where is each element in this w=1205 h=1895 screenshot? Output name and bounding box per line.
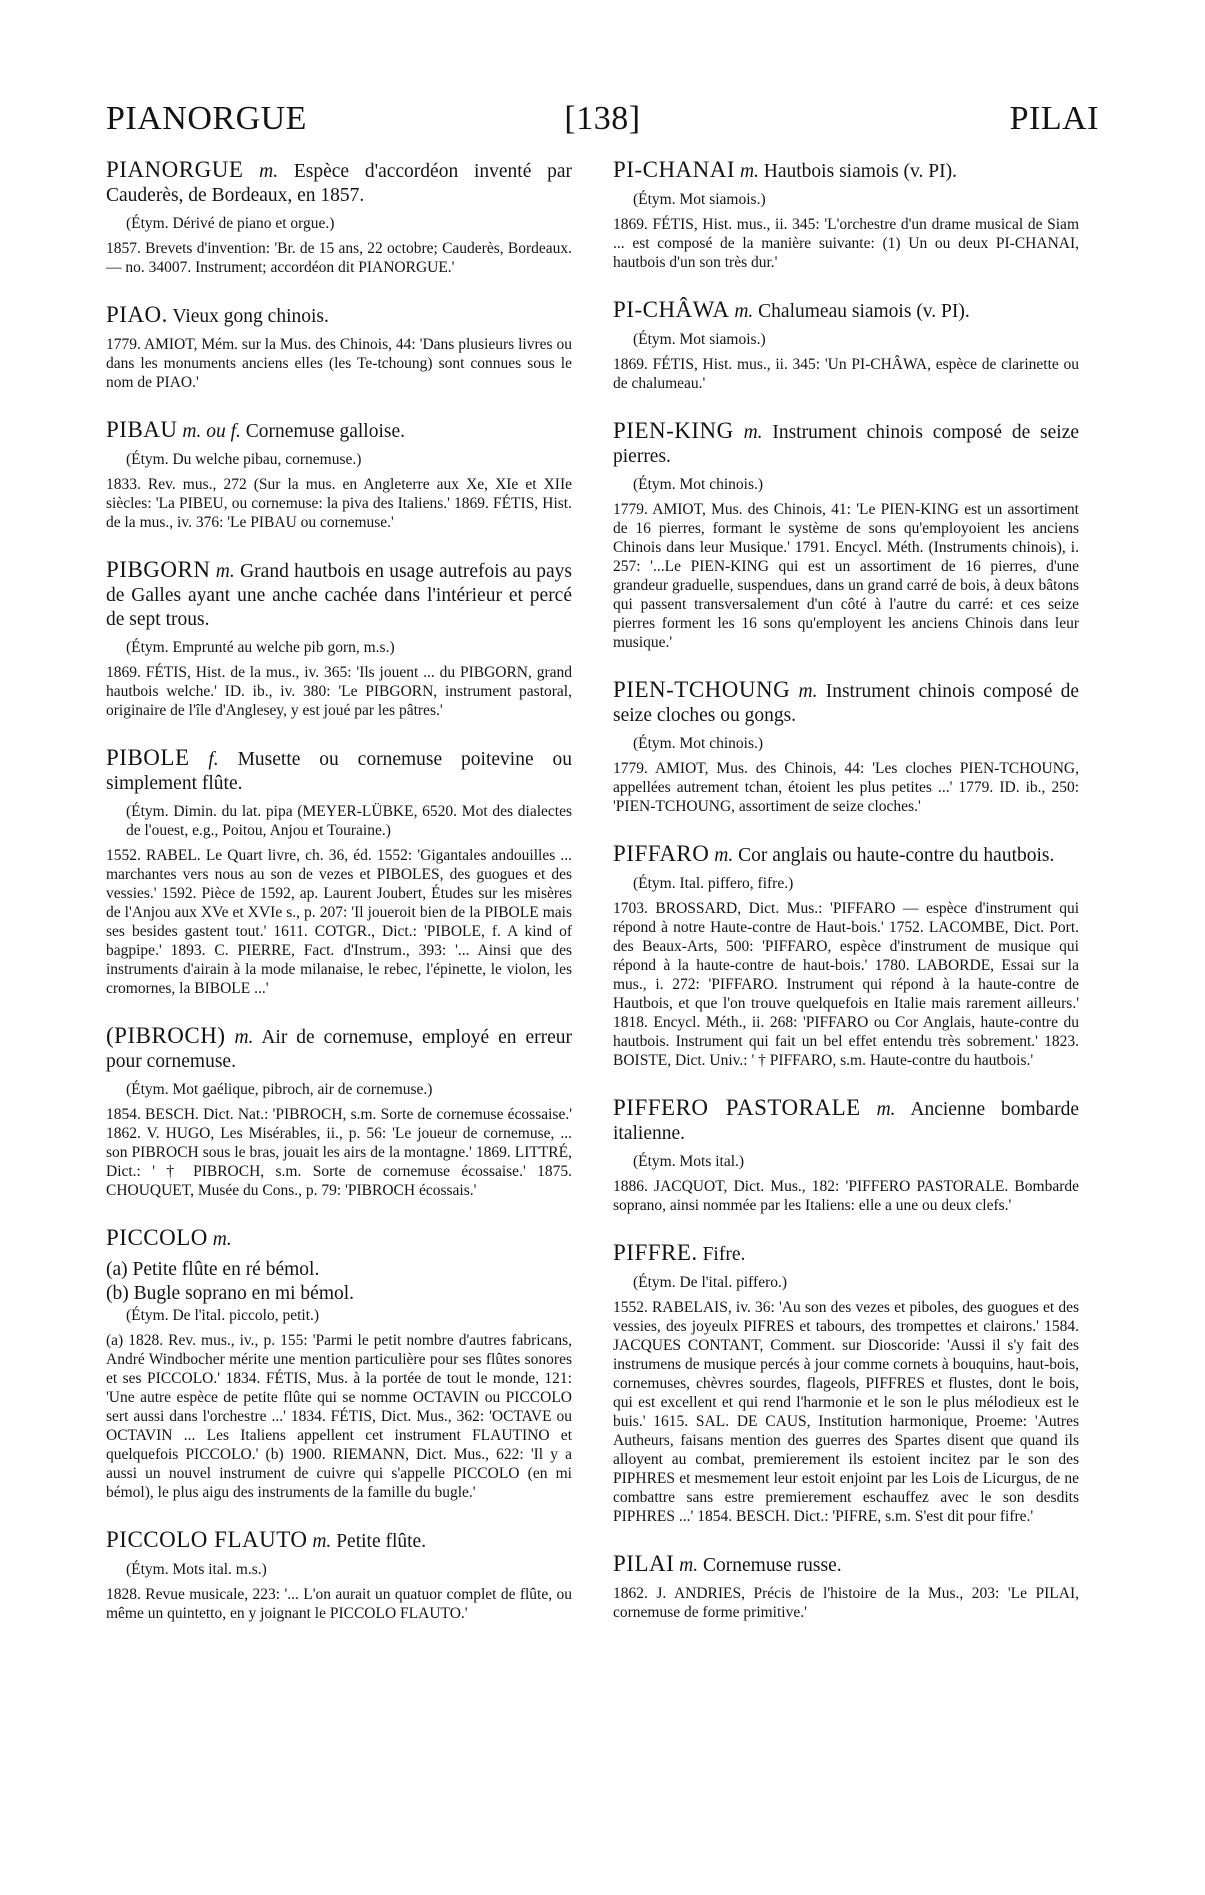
- headword: PI-CHÂWA: [613, 297, 730, 322]
- entry-definition-line: [106, 1528, 572, 1554]
- entry-definition-line: [613, 1096, 1079, 1146]
- dictionary-entry: [613, 419, 1079, 652]
- citations: 1869. FÉTIS, Hist. mus., ii. 345: 'Un PI-CHÂWA, espèce de clarinette ou de chalumeau.': [613, 356, 1079, 392]
- dictionary-entry: [106, 746, 572, 998]
- dictionary-entry: [106, 158, 572, 277]
- definition-text: Espèce d'accordéon inventé par Cauderès, de Bordeaux, en 1857.: [106, 161, 572, 206]
- grammatical-label: m.: [234, 1027, 254, 1048]
- dictionary-entry: [106, 1226, 572, 1502]
- citations: 1862. J. ANDRIES, Précis de l'histoire de la Mus., 203: 'Le PILAI, cornemuse de forme primitive.': [613, 1585, 1079, 1621]
- etymology: (Étym. Dimin. du lat. pipa (MEYER-LÜBKE, 6520. Mot des dialectes de l'ouest, e.g., Poitou, Anjou et Touraine.): [126, 803, 572, 839]
- entry-definition-line: [106, 1024, 572, 1074]
- grammatical-label: m.: [743, 422, 763, 443]
- etymology: (Étym. Mot siamois.): [633, 331, 766, 348]
- citations: 1854. BESCH. Dict. Nat.: 'PIBROCH, s.m. Sorte de cornemuse écossaise.' 1862. V. HUGO, Les Misérables, ii., p. 56: 'Le joueur de cornemuse, ... son PIBROCH sous le bras, jouait les airs de la montagne.' 1869. LITTRÉ, Dict.: ' † PIBROCH, s.m. Sorte de cornemuse écossaise.' 1875. CHOUQUET, Musée du Cons., p. 79: 'PIBROCH écossais.': [106, 1106, 572, 1199]
- definition-text: Musette ou cornemuse poitevine ou simplement flûte.: [106, 749, 572, 794]
- sense-definition: (a) Petite flûte en ré bémol.: [106, 1259, 320, 1280]
- citations: 1779. AMIOT, Mém. sur la Mus. des Chinois, 44: 'Dans plusieurs livres ou dans les monuments anciens elles (les Te-tchoung) sont connues sous le nom de PIAO.': [106, 336, 572, 391]
- etymology: (Étym. Mot chinois.): [633, 735, 764, 752]
- definition-text: Grand hautbois en usage autrefois au pays de Galles ayant une anche cachée dans l'intérieur et percé de sept trous.: [106, 561, 573, 630]
- entry-definition-line: [613, 298, 1079, 324]
- etymology: (Étym. Mot gaélique, pibroch, air de cornemuse.): [126, 1081, 433, 1098]
- etymology: (Étym. Du welche pibau, cornemuse.): [126, 451, 362, 468]
- headword: PIAO.: [106, 302, 168, 327]
- citations: (a) 1828. Rev. mus., iv., p. 155: 'Parmi le petit nombre d'autres fabricans, André Windbocher mérite une mention particulière pour ses flûtes sonores et ses PICCOLO.' 1834. FÉTIS, Mus. à la portée de tout le monde, 121: 'Une autre espèce de petite flûte qui se nomme OCTAVIN ou PICCOLO sert aussi dans l'orchestre ...' 1834. FÉTIS, Dict. Mus., 362: 'OCTAVE ou OCTAVIN ... Les Italiens appellent cet instrument FLAUTINO et quelquefois PICCOLO.' (b) 1900. RIEMANN, Dict. Mus., 622: 'Il y a aussi un nouvel instrument de cuivre qui s'appelle PICCOLO (en mi bémol), le plus aigu des instruments de la famille du bugle.': [106, 1332, 572, 1501]
- etymology: (Étym. Dérivé de piano et orgue.): [126, 215, 335, 232]
- headword: PIEN-KING: [613, 418, 734, 443]
- entry-definition-line: [106, 303, 572, 329]
- dictionary-entry: [613, 1241, 1079, 1526]
- dictionary-entry: [613, 678, 1079, 816]
- grammatical-label: m.: [215, 561, 235, 582]
- sense-definition: (b) Bugle soprano en mi bémol.: [106, 1283, 355, 1304]
- entry-definition-line: [613, 842, 1079, 868]
- grammatical-label: m.: [798, 681, 818, 702]
- headword: PIFFERO PASTORALE: [613, 1095, 861, 1120]
- headword: PIFFARO: [613, 841, 710, 866]
- citations: 1779. AMIOT, Mus. des Chinois, 41: 'Le PIEN-KING est un assortiment de 16 pierres, formant le système de sons qu'employoient les anciens Chinois dans leur Musique.' 1791. Encycl. Méth. (Instruments chinois), i. 257: '...Le PIEN-KING qui est un assortiment de 16 pierres, d'une grandeur graduelle, suspendues, dans un grand carré de bois, à deux bâtons qui passent transversalement d'un côté à l'autre du carré: et ces seize pierres forment les 16 sons qu'employent les anciens Chinois dans leur musique.': [613, 501, 1079, 651]
- entry-definition-line: [613, 678, 1079, 728]
- headword: PI-CHANAI: [613, 157, 736, 182]
- etymology: (Étym. Emprunté au welche pib gorn, m.s.): [126, 639, 395, 656]
- citations: 1779. AMIOT, Mus. des Chinois, 44: 'Les cloches PIEN-TCHOUNG, appellées autrement tchan, étoient les plus petites ...' 1779. ID. ib., 250: 'PIEN-TCHOUNG, assortiment de seize cloches.': [613, 760, 1079, 815]
- definition-text: Vieux gong chinois.: [172, 306, 329, 327]
- definition-text: Cornemuse russe.: [703, 1555, 842, 1576]
- grammatical-label: m.: [876, 1099, 896, 1120]
- headword: PIANORGUE: [106, 157, 244, 182]
- citations: 1552. RABELAIS, iv. 36: 'Au son des vezes et piboles, des guogues et des vessies, des joyeulx PIFRES et tabours, des trompettes et clairons.' 1584. JACQUES CONTANT, Comment. sur Dioscoride: 'Aussi il s'y fait des instrumens de musique percés à jour comme cornets à bouquins, haut-bois, cornemuses, chèvres sourdes, flageols, PIFFRES et flustes, dont le bois, qui est excellent et qui rend l'harmonie et le son le plus mélodieux est le buis.' 1615. SAL. DE CAUS, Institution harmonique, Proeme: 'Autres Autheurs, faisans mention des guerres des Spartes disent que quand ils alloyent au combat, premierement ils estoient incitez par le son des PIPHRES et mesmement leur estoit enjoint par les Lois de Licurgus, de ne combattre sans estre premierement eschauffez avec le son desdits PIPHRES ...' 1854. BESCH. Dict.: 'PIFRE, s.m. S'est dit pour fifre.': [613, 1299, 1079, 1525]
- definition-text: Cor anglais ou haute-contre du hautbois.: [738, 845, 1055, 866]
- definition-text: Hautbois siamois (v. PI).: [763, 161, 957, 182]
- running-header: [106, 100, 1099, 146]
- etymology: (Étym. Mot siamois.): [633, 191, 766, 208]
- headword: PIFFRE.: [613, 1240, 698, 1265]
- citations: 1869. FÉTIS, Hist. mus., ii. 345: 'L'orchestre d'un drame musical de Siam ... est composé de la manière suivante: (1) Un ou deux PI-CHANAI, hautbois d'un son très dur.': [613, 216, 1079, 271]
- entry-definition-line: [613, 419, 1079, 469]
- headword: PIBGORN: [106, 557, 211, 582]
- entry-definition-line: [106, 418, 572, 444]
- dictionary-entry: [106, 1024, 572, 1200]
- entry-definition-line: [613, 1241, 1079, 1267]
- entry-definition-line: [106, 746, 572, 796]
- dictionary-entry: [613, 1552, 1079, 1622]
- headword: (PIBROCH): [106, 1023, 226, 1048]
- grammatical-label: f.: [208, 749, 219, 770]
- definition-text: Instrument chinois composé de seize pierres.: [613, 422, 1080, 467]
- entry-definition-line: [613, 1552, 1079, 1578]
- etymology: (Étym. Mot chinois.): [633, 476, 764, 493]
- citations: 1552. RABEL. Le Quart livre, ch. 36, éd. 1552: 'Gigantales andouilles ... marchantes vers nous au son de vezes et PIBOLES, des guogues et des vessies.' 1592. Pièce de 1592, ap. Laurent Joubert, Études sur les misères de l'Anjou aux XVe et XVIe s., p. 207: 'Il joueroit bien de la PIBOLE mais ses besides gastent tout.' 1611. COTGR., Dict.: 'PIBOLE, f. A kind of bagpipe.' 1893. C. PIERRE, Fact. d'Instrum., 393: '... Ainsi que des instruments d'airain à la mode milanaise, le rebec, l'épinette, le violon, les cromornes, la BIBOLE ...': [106, 847, 572, 997]
- right-column: [613, 158, 1079, 1648]
- header-left-guide-word: PIANORGUE: [106, 100, 307, 137]
- grammatical-label: m.: [714, 845, 734, 866]
- citations: 1857. Brevets d'invention: 'Br. de 15 ans, 22 octobre; Cauderès, Bordeaux. — no. 34007. Instrument; accordéon dit PIANORGUE.': [106, 240, 572, 276]
- definition-text: Petite flûte.: [336, 1531, 427, 1552]
- grammatical-label: m.: [312, 1531, 332, 1552]
- citations: 1703. BROSSARD, Dict. Mus.: 'PIFFARO — espèce d'instrument qui répond à notre Haute-contre de Haut-bois.' 1752. LACOMBE, Dict. Port. des Beaux-Arts, 500: 'PIFFARO, espèce d'instrument de musique qui répond à la haute-contre de haut-bois.' 1780. LABORDE, Essai sur la mus., i. 272: 'PIFFARO. Instrument qui répond à la haute-contre de Hautbois, et que l'on trouve quelquefois en Italie mais rarement ailleurs.' 1818. Encycl. Méth., ii. 268: 'PIFFARO ou Cor Anglais, haute-contre du hautbois. Instrument qui fait un bel effet entendu très sobrement.' 1823. BOISTE, Dict. Univ.: ' † PIFFARO, s.m. Haute-contre du hautbois.': [613, 900, 1079, 1069]
- definition-text: Air de cornemuse, employé en erreur pour cornemuse.: [106, 1027, 572, 1072]
- etymology: (Étym. De l'ital. piffero.): [633, 1274, 788, 1291]
- citations: 1886. JACQUOT, Dict. Mus., 182: 'PIFFERO PASTORALE. Bombarde soprano, ainsi nommée par les Italiens: elle a une ou deux clefs.': [613, 1178, 1079, 1214]
- entry-definition-line: [106, 558, 572, 632]
- headword: PIBOLE: [106, 745, 190, 770]
- header-right-guide-word: PILAI: [1009, 100, 1099, 137]
- definition-text: Fifre.: [702, 1244, 746, 1265]
- page-number: [138]: [564, 100, 641, 137]
- citations: 1833. Rev. mus., 272 (Sur la mus. en Angleterre aux Xe, XIe et XIIe siècles: 'La PIBEU, ou cornemuse: la piva des Italiens.' 1869. FÉTIS, Hist. de la mus., iv. 376: 'Le PIBAU ou cornemuse.': [106, 476, 572, 531]
- dictionary-entry: [106, 1528, 572, 1623]
- citations: 1869. FÉTIS, Hist. de la mus., iv. 365: 'Ils jouent ... du PIBGORN, grand hautbois welche.' ID. ib., iv. 380: 'Le PIBGORN, instrument pastoral, originaire de l'île d'Anglesey, y est joué par les pâtres.': [106, 664, 572, 719]
- left-column: [106, 158, 572, 1649]
- entry-definition-line: [106, 158, 572, 208]
- etymology: (Étym. Mots ital. m.s.): [126, 1561, 267, 1578]
- citations: 1828. Revue musicale, 223: '... L'on aurait un quatuor complet de flûte, ou même un quintetto, en y joignant le PICCOLO FLAUTO.': [106, 1586, 572, 1622]
- etymology: (Étym. De l'ital. piccolo, petit.): [126, 1307, 320, 1324]
- grammatical-label: m.: [739, 161, 759, 182]
- dictionary-entry: [106, 418, 572, 532]
- dictionary-entry: [613, 1096, 1079, 1215]
- entry-definition-line: [613, 158, 1079, 184]
- grammatical-label: m.: [212, 1229, 232, 1250]
- headword: PICCOLO: [106, 1225, 208, 1250]
- entry-definition-line: [106, 1226, 572, 1252]
- definition-text: Chalumeau siamois (v. PI).: [758, 301, 970, 322]
- definition-text: Cornemuse galloise.: [245, 421, 405, 442]
- definition-text: Ancienne bombarde italienne.: [613, 1099, 1079, 1144]
- grammatical-label: m.: [259, 161, 279, 182]
- dictionary-entry: [613, 158, 1079, 272]
- grammatical-label: m.: [734, 301, 754, 322]
- dictionary-entry: [613, 842, 1079, 1070]
- headword: PIEN-TCHOUNG: [613, 677, 791, 702]
- dictionary-entry: [106, 303, 572, 392]
- etymology: (Étym. Ital. piffero, fifre.): [633, 875, 794, 892]
- dictionary-entry: [613, 298, 1079, 393]
- grammatical-label: m. ou f.: [182, 421, 241, 442]
- headword: PILAI: [613, 1551, 675, 1576]
- dictionary-entry: [106, 558, 572, 720]
- headword: PICCOLO FLAUTO: [106, 1527, 308, 1552]
- etymology: (Étym. Mots ital.): [633, 1153, 745, 1170]
- grammatical-label: m.: [679, 1555, 699, 1576]
- headword: PIBAU: [106, 417, 178, 442]
- definition-text: Instrument chinois composé de seize cloches ou gongs.: [613, 681, 1080, 726]
